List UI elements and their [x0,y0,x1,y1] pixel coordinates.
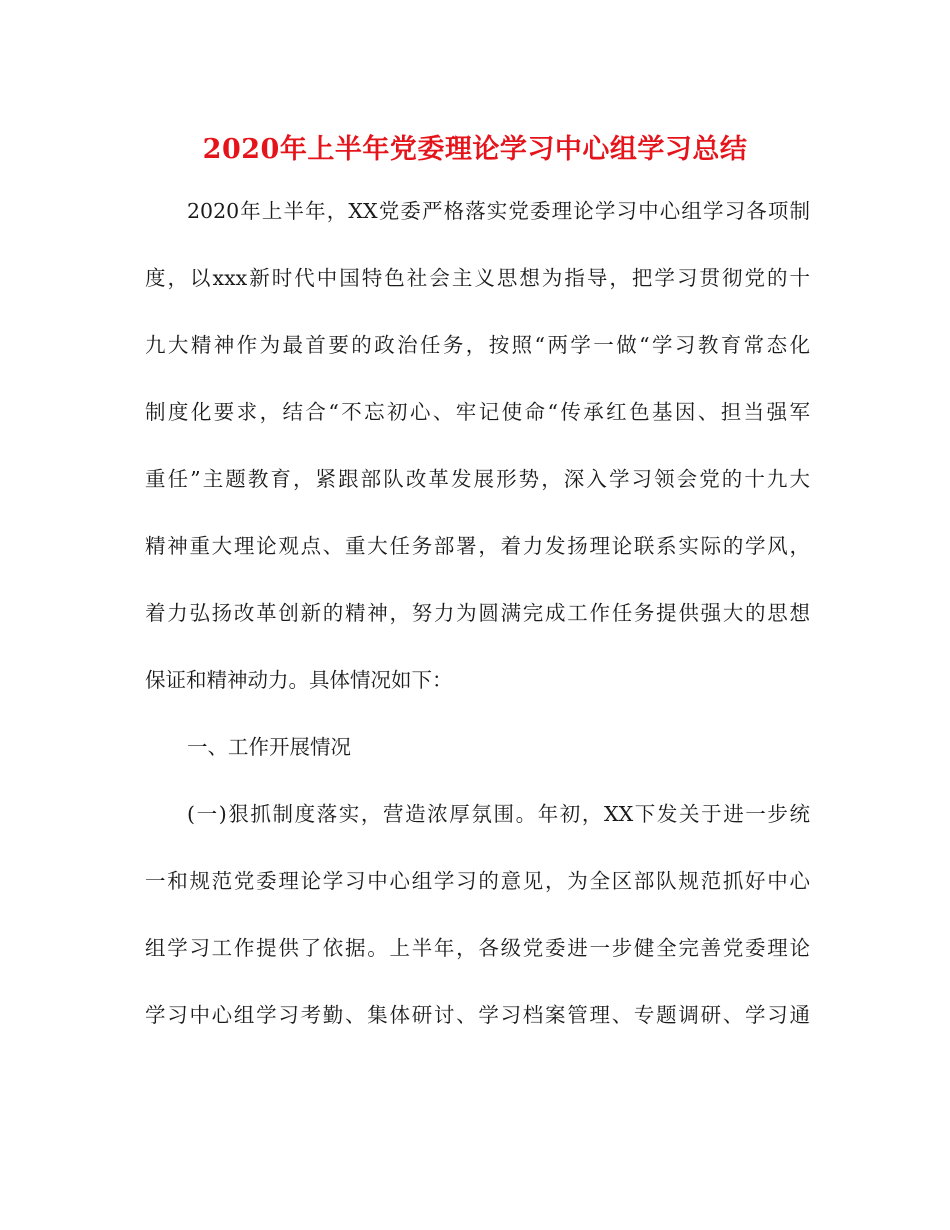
paragraph-line: 学习中心组学习考勤、集体研讨、学习档案管理、专题调研、学习通 [145,1003,810,1027]
paragraph-line: 精神重大理论观点、重大任务部署，着力发扬理论联系实际的学风， [145,534,810,558]
paragraph-line: 九大精神作为最首要的政治任务，按照“两学一做“学习教育常态化 [145,333,810,357]
paragraph-line: 度，以xxx新时代中国特色社会主义思想为指导，把学习贯彻党的十 [145,266,810,290]
paragraph-line: 组学习工作提供了依据。上半年，各级党委进一步健全完善党委理论 [145,936,810,960]
document-body [145,185,810,1056]
paragraph-line: 重任”主题教育，紧跟部队改革发展形势，深入学习领会党的十九大 [145,467,810,491]
paragraph-line: 一和规范党委理论学习中心组学习的意见，为全区部队规范抓好中心 [145,869,810,893]
paragraph-line: 保证和精神动力。具体情况如下： [145,668,453,692]
paragraph-line: 制度化要求，结合“不忘初心、牢记使命“传承红色基因、担当强军 [145,400,810,424]
paragraph-line: 2020年上半年，XX党委严格落实党委理论学习中心组学习各项制 [187,199,810,223]
paragraph-line: 着力弘扬改革创新的精神，努力为圆满完成工作任务提供强大的思想 [145,601,810,625]
section-heading: 一、工作开展情况 [187,735,351,759]
document-title: 2020年上半年党委理论学习中心组学习总结 [202,134,748,165]
paragraph-line: (一)狠抓制度落实，营造浓厚氛围。年初，XX下发关于进一步统 [187,802,810,826]
